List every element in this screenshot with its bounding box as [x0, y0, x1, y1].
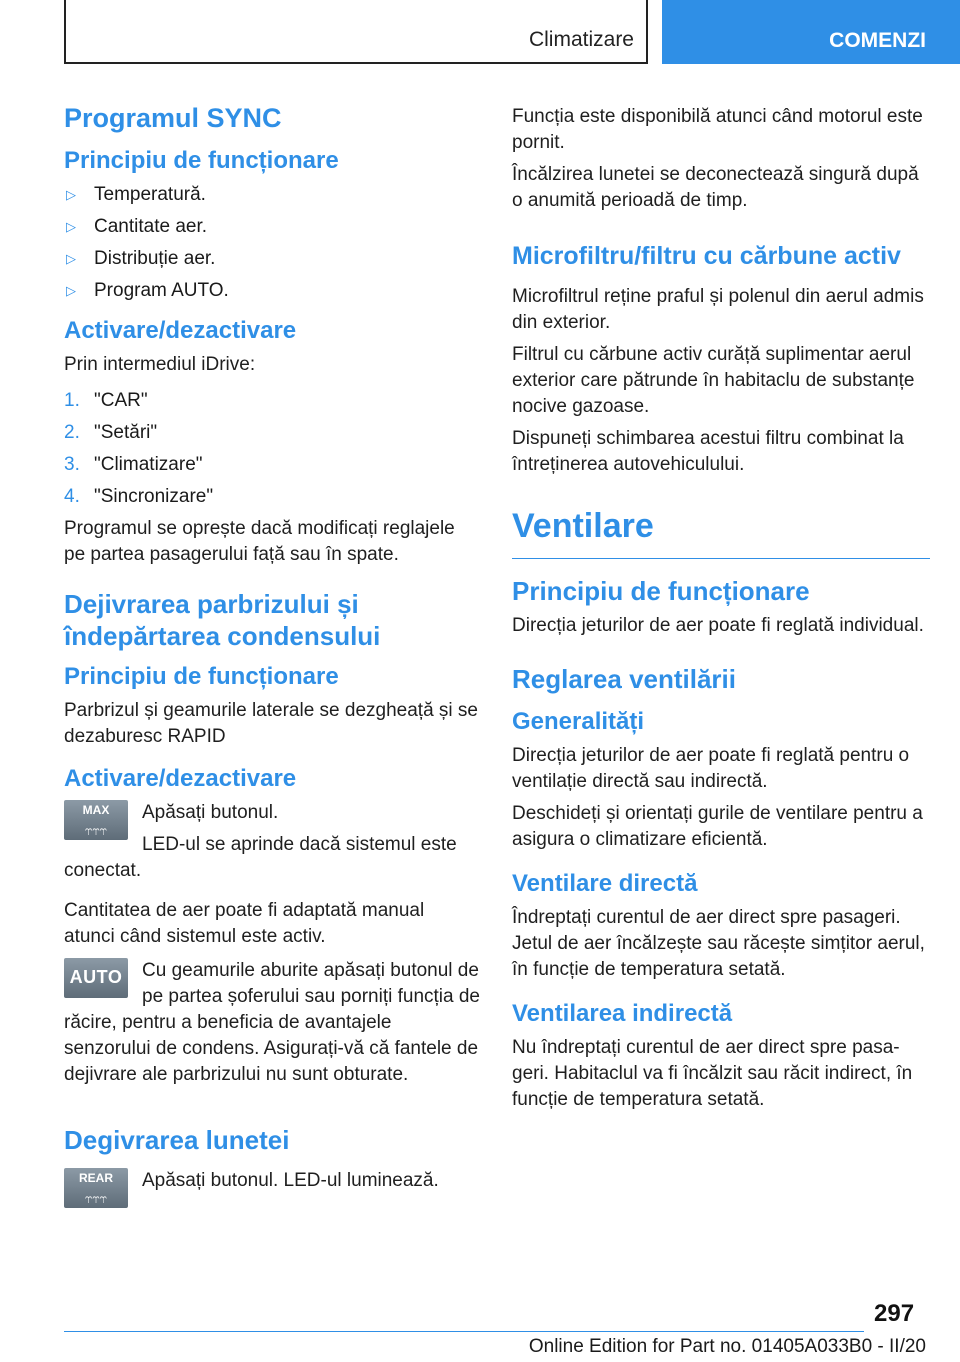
sync-activation-heading: Activare/dezactivare: [64, 317, 297, 344]
vent-principle-text: Direcția jeturilor de aer poate fi reglată individual.: [512, 615, 924, 636]
max-defrost-button-icon: MAX ⥾⥾⥾: [64, 800, 128, 840]
ventilation-heading: Ventilare: [512, 504, 930, 559]
auto-row: [64, 958, 480, 1094]
triangle-bullet-icon: ▷: [66, 251, 76, 266]
list-item: 2. "Setări": [64, 422, 158, 443]
press-button-text: Apăsați butonul.: [142, 802, 279, 823]
sync-bullet-list: [64, 182, 480, 304]
general-heading: Generalități: [512, 708, 645, 735]
general-text-1: Direcția jeturilor de aer poate fi reglată pentru o ventilație directă sau indirectă.: [512, 745, 910, 792]
function-available-text: Funcția este disponibilă atunci când motorul este pornit.: [512, 106, 923, 153]
left-column: [64, 100, 480, 1218]
filter-text-1: Microfiltrul reține praful și polenul din aerul admis din exterior.: [512, 286, 924, 333]
page-number: 297: [874, 1300, 915, 1327]
rear-defrost-button-icon: REAR ⥾⥾⥾: [64, 1168, 128, 1208]
defrost-activation-heading: Activare/dezactivare: [64, 765, 297, 792]
indirect-vent-text: Nu îndreptați curentul de aer direct spre pasageri. Habitaclul va fi încălzit sau răcit indirect, în funcție de temperatura setată.: [512, 1037, 913, 1110]
triangle-bullet-icon: ▷: [66, 187, 76, 202]
defrost-principle-heading: Principiu de funcționare: [64, 663, 339, 690]
defrost-heading: Dejivrarea parbrizului și îndepărtarea condensului: [64, 589, 381, 651]
list-item: ▷ Cantitate aer.: [64, 214, 480, 240]
filter-heading: Microfiltru/filtru cu cărbune activ: [512, 242, 901, 270]
sync-stop-text: Programul se oprește dacă modificați reglajele pe partea pasagerului față sau în spate.: [64, 518, 455, 565]
sync-heading: Programul SYNC: [64, 103, 282, 133]
list-item: 1. "CAR": [64, 390, 148, 411]
rear-defrost-heading: Degivrarea lunetei: [64, 1125, 290, 1155]
defrost-principle-text: Parbrizul și geamurile laterale se dezgheață și se dezaburesc RAPID: [64, 700, 478, 747]
max-defrost-row: [64, 800, 480, 890]
list-item: ▷ Program AUTO.: [64, 278, 480, 304]
edition-footer: Online Edition for Part no. 01405A033B0 - II/20: [528, 1336, 926, 1357]
section-title: Climatizare: [528, 28, 634, 51]
filter-text-2: Filtrul cu cărbune activ curăță suplimentar aerul exterior care pătrunde în habitaclu de substanțe nocive gazoase.: [512, 344, 915, 417]
defrost-icon: ⥾⥾⥾: [85, 823, 107, 838]
air-quantity-text: Cantitatea de aer poate fi adaptată manual atunci când sistemul este activ.: [64, 900, 425, 947]
fogged-windows-text: Cu geamurile aburite apăsați butonul de pe partea șoferului sau porniți funcția de răcire, pentru a beneficia de avantajele senzorului de condens. Asigurați-vă că fantele de dejivrare ale parbrizului nu sunt obturate.: [64, 960, 480, 1085]
vent-principle-heading: Principiu de funcționare: [512, 576, 810, 606]
list-item: 3. "Climatizare": [64, 454, 203, 475]
header-frame: [64, 0, 648, 64]
sync-principle-heading: Principiu de funcționare: [64, 147, 339, 174]
filter-text-3: Dispuneți schimbarea acestui filtru combinat la întreținerea autovehiculului.: [512, 428, 904, 475]
footer-divider: [64, 1331, 864, 1332]
rear-defrost-icon: ⥾⥾⥾: [85, 1191, 107, 1206]
right-column: [512, 104, 930, 1119]
list-item: ▷ Distribuție aer.: [64, 246, 480, 272]
rear-defrost-row: [64, 1168, 480, 1212]
idrive-text: Prin intermediul iDrive:: [64, 354, 256, 375]
vent-adjust-heading: Reglarea ventilării: [512, 664, 736, 694]
auto-button-icon: AUTO: [64, 958, 128, 998]
direct-vent-text: Îndreptați curentul de aer direct spre pasageri. Jetul de aer încălzește sau răcește simțitor aerul, în funcție de temperatura setată.: [512, 907, 925, 980]
list-item: ▷ Temperatură.: [64, 182, 480, 208]
rear-auto-off-text: Încălzirea lunetei se deconectează singură după o anumită perioadă de timp.: [512, 164, 919, 211]
idrive-steps: [64, 388, 480, 510]
chapter-tab[interactable]: COMENZI: [662, 0, 960, 64]
direct-vent-heading: Ventilare directă: [512, 870, 698, 897]
list-item: 4. "Sincronizare": [64, 486, 214, 507]
rear-defrost-text: Apăsați butonul. LED-ul luminează.: [142, 1170, 439, 1191]
triangle-bullet-icon: ▷: [66, 283, 76, 298]
indirect-vent-heading: Ventilarea indirectă: [512, 1000, 733, 1027]
triangle-bullet-icon: ▷: [66, 219, 76, 234]
led-on-text: LED-ul se aprinde dacă sistemul este conectat.: [64, 834, 457, 881]
general-text-2: Deschideți și orientați gurile de ventilare pentru a asigura o climatizare eficientă.: [512, 803, 923, 850]
